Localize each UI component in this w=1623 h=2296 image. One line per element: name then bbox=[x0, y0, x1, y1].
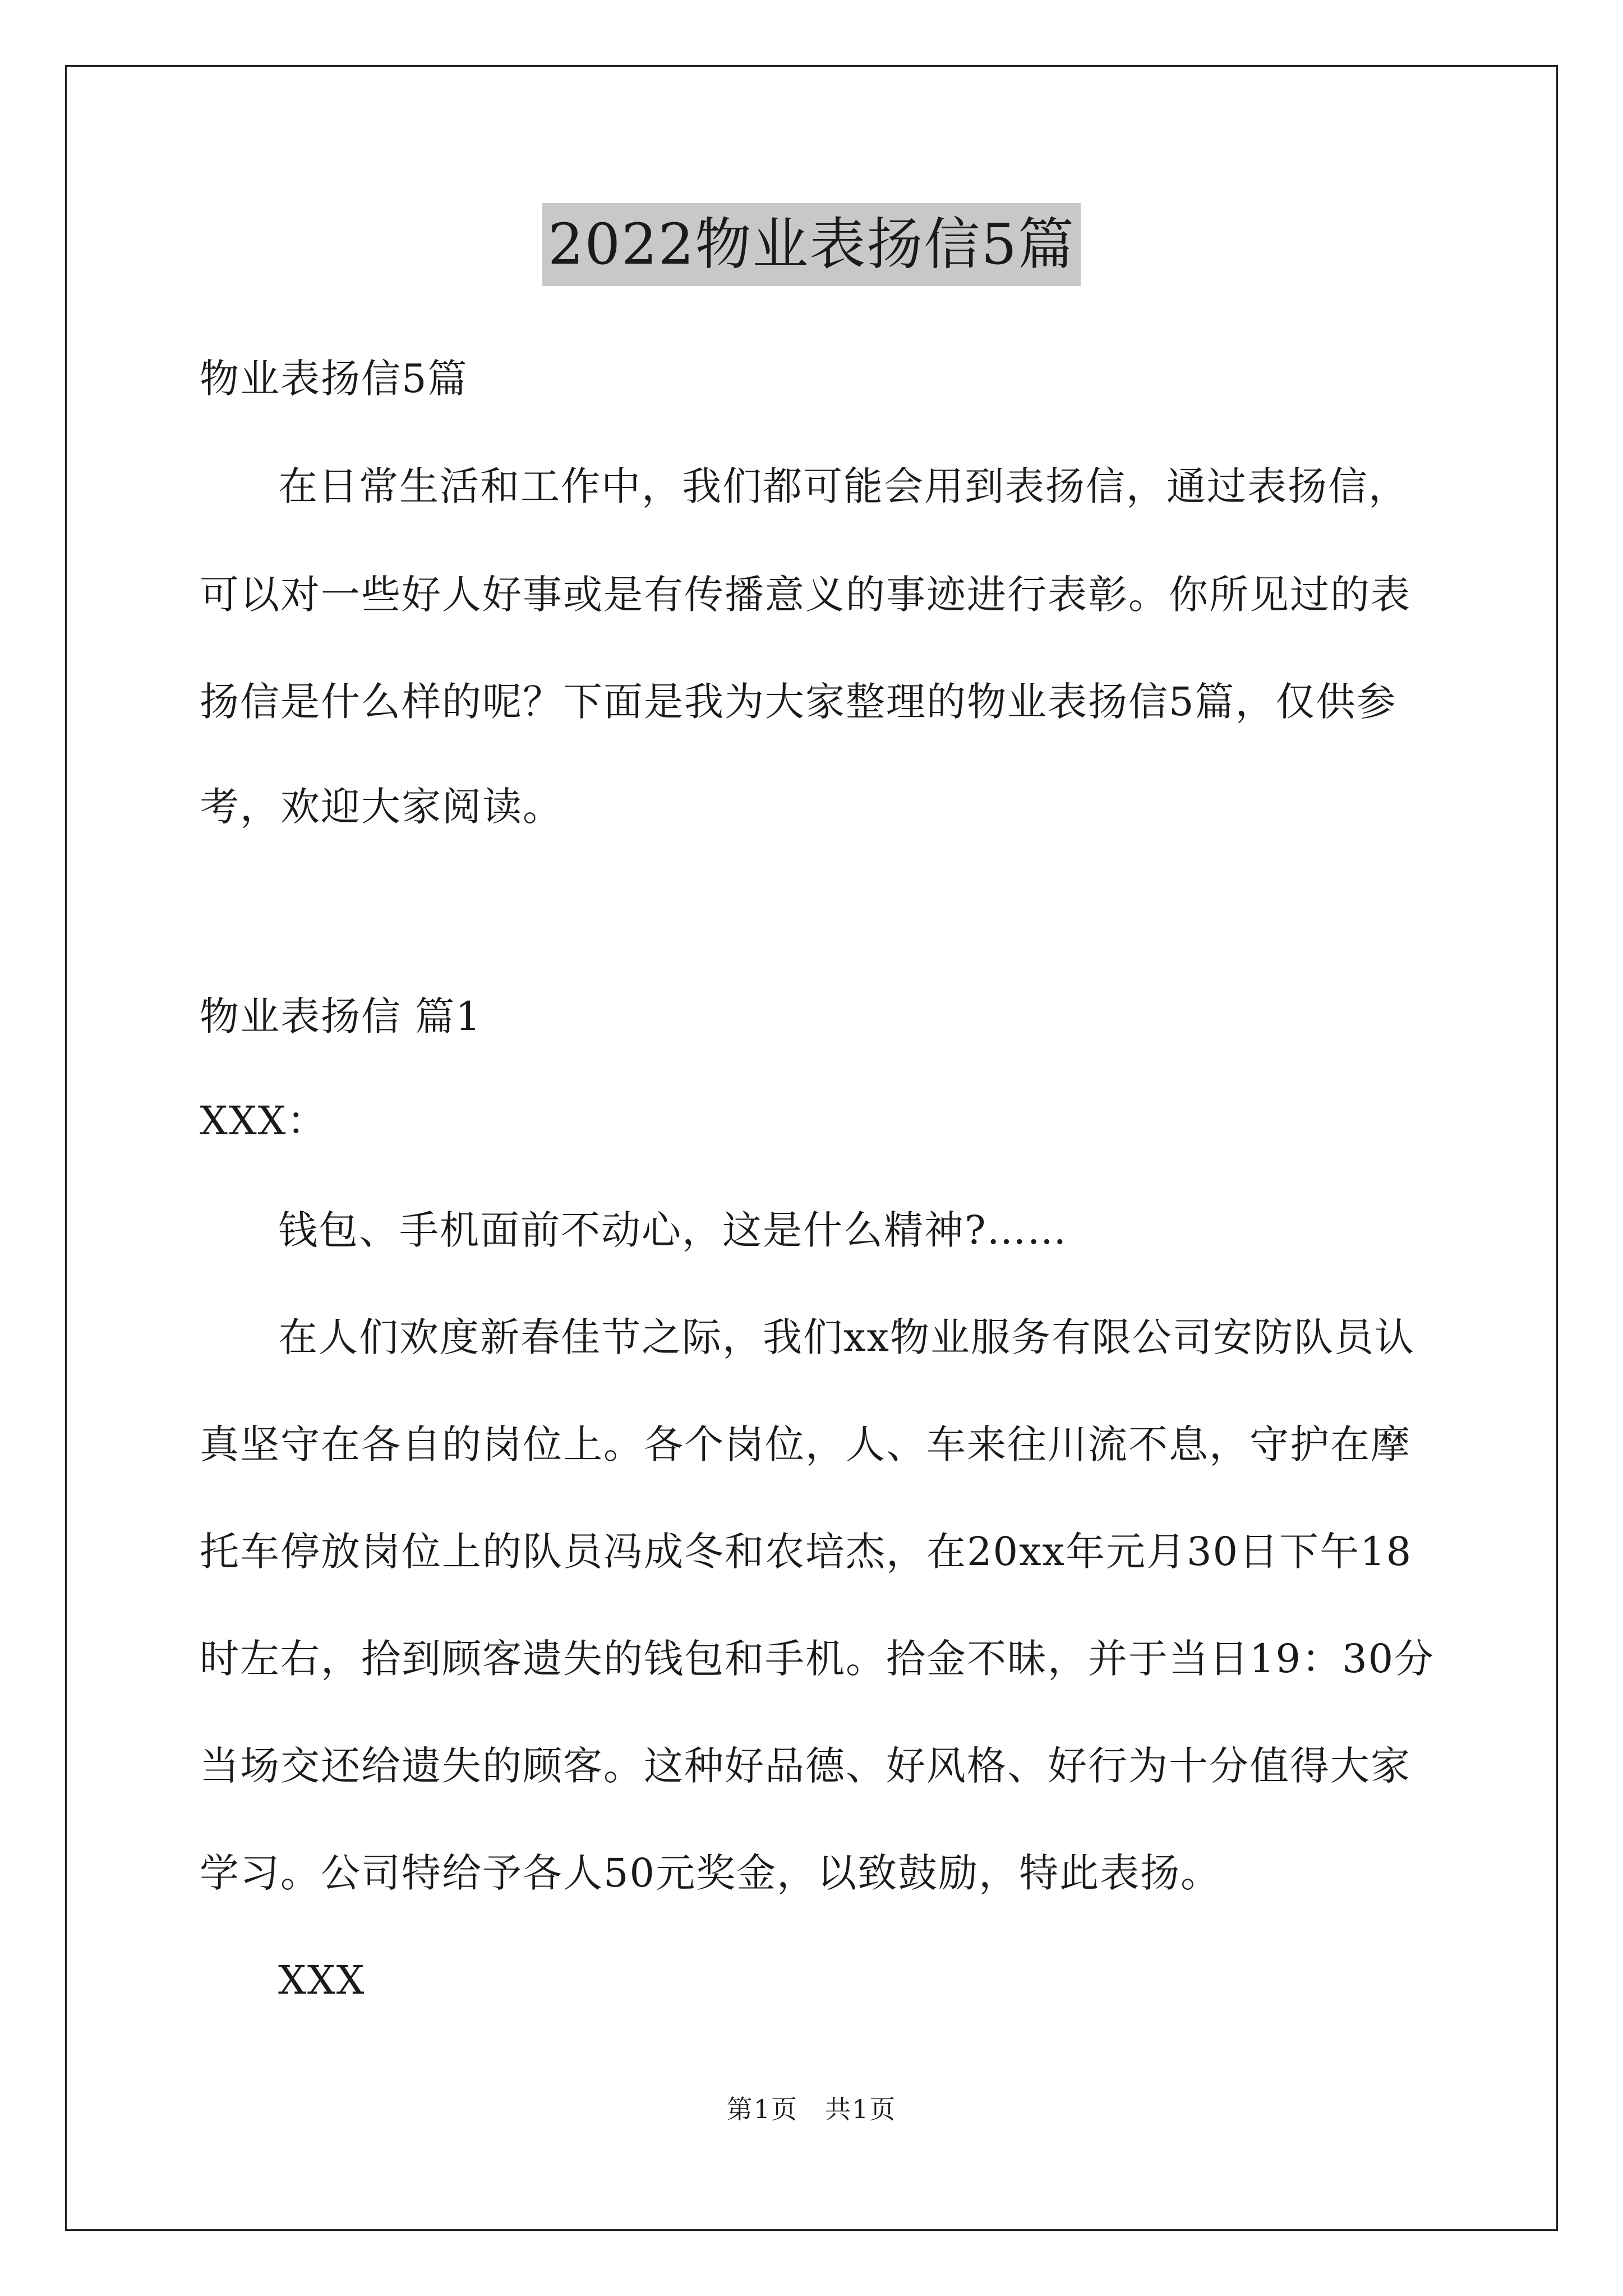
document-title: 2022物业表扬信5篇 bbox=[542, 203, 1081, 286]
body-line-1: 钱包、手机面前不动心，这是什么精神?…… bbox=[278, 1207, 1068, 1253]
body-paragraph-line-3: 托车停放岗位上的队员冯成冬和农培杰，在20xx年元月30日下午18 bbox=[200, 1529, 1413, 1575]
title-wrapper bbox=[0, 203, 1623, 286]
intro-line-3: 扬信是什么样的呢？下面是我为大家整理的物业表扬信5篇，仅供参 bbox=[200, 679, 1397, 725]
body-paragraph-line-4: 时左右，拾到顾客遗失的钱包和手机。拾金不昧，并于当日19：30分 bbox=[200, 1636, 1435, 1682]
section-heading: 物业表扬信 篇1 bbox=[200, 993, 482, 1039]
body-paragraph-line-6: 学习。公司特给予各人50元奖金，以致鼓励，特此表扬。 bbox=[200, 1850, 1221, 1896]
document-subtitle: 物业表扬信5篇 bbox=[200, 356, 468, 402]
signature: XXX bbox=[278, 1957, 366, 2003]
page-footer: 第1页 共1页 bbox=[726, 2094, 897, 2124]
salutation: XXX： bbox=[200, 1098, 328, 1144]
intro-line-4: 考，欢迎大家阅读。 bbox=[200, 784, 563, 830]
body-paragraph-line-1: 在人们欢度新春佳节之际，我们xx物业服务有限公司安防队员认 bbox=[278, 1314, 1415, 1360]
body-paragraph-line-5: 当场交还给遗失的顾客。这种好品德、好风格、好行为十分值得大家 bbox=[200, 1743, 1411, 1789]
intro-line-2: 可以对一些好人好事或是有传播意义的事迹进行表彰。你所见过的表 bbox=[200, 572, 1411, 618]
body-paragraph-line-2: 真坚守在各自的岗位上。各个岗位，人、车来往川流不息，守护在摩 bbox=[200, 1421, 1411, 1467]
intro-line-1: 在日常生活和工作中，我们都可能会用到表扬信，通过表扬信， bbox=[278, 463, 1409, 509]
